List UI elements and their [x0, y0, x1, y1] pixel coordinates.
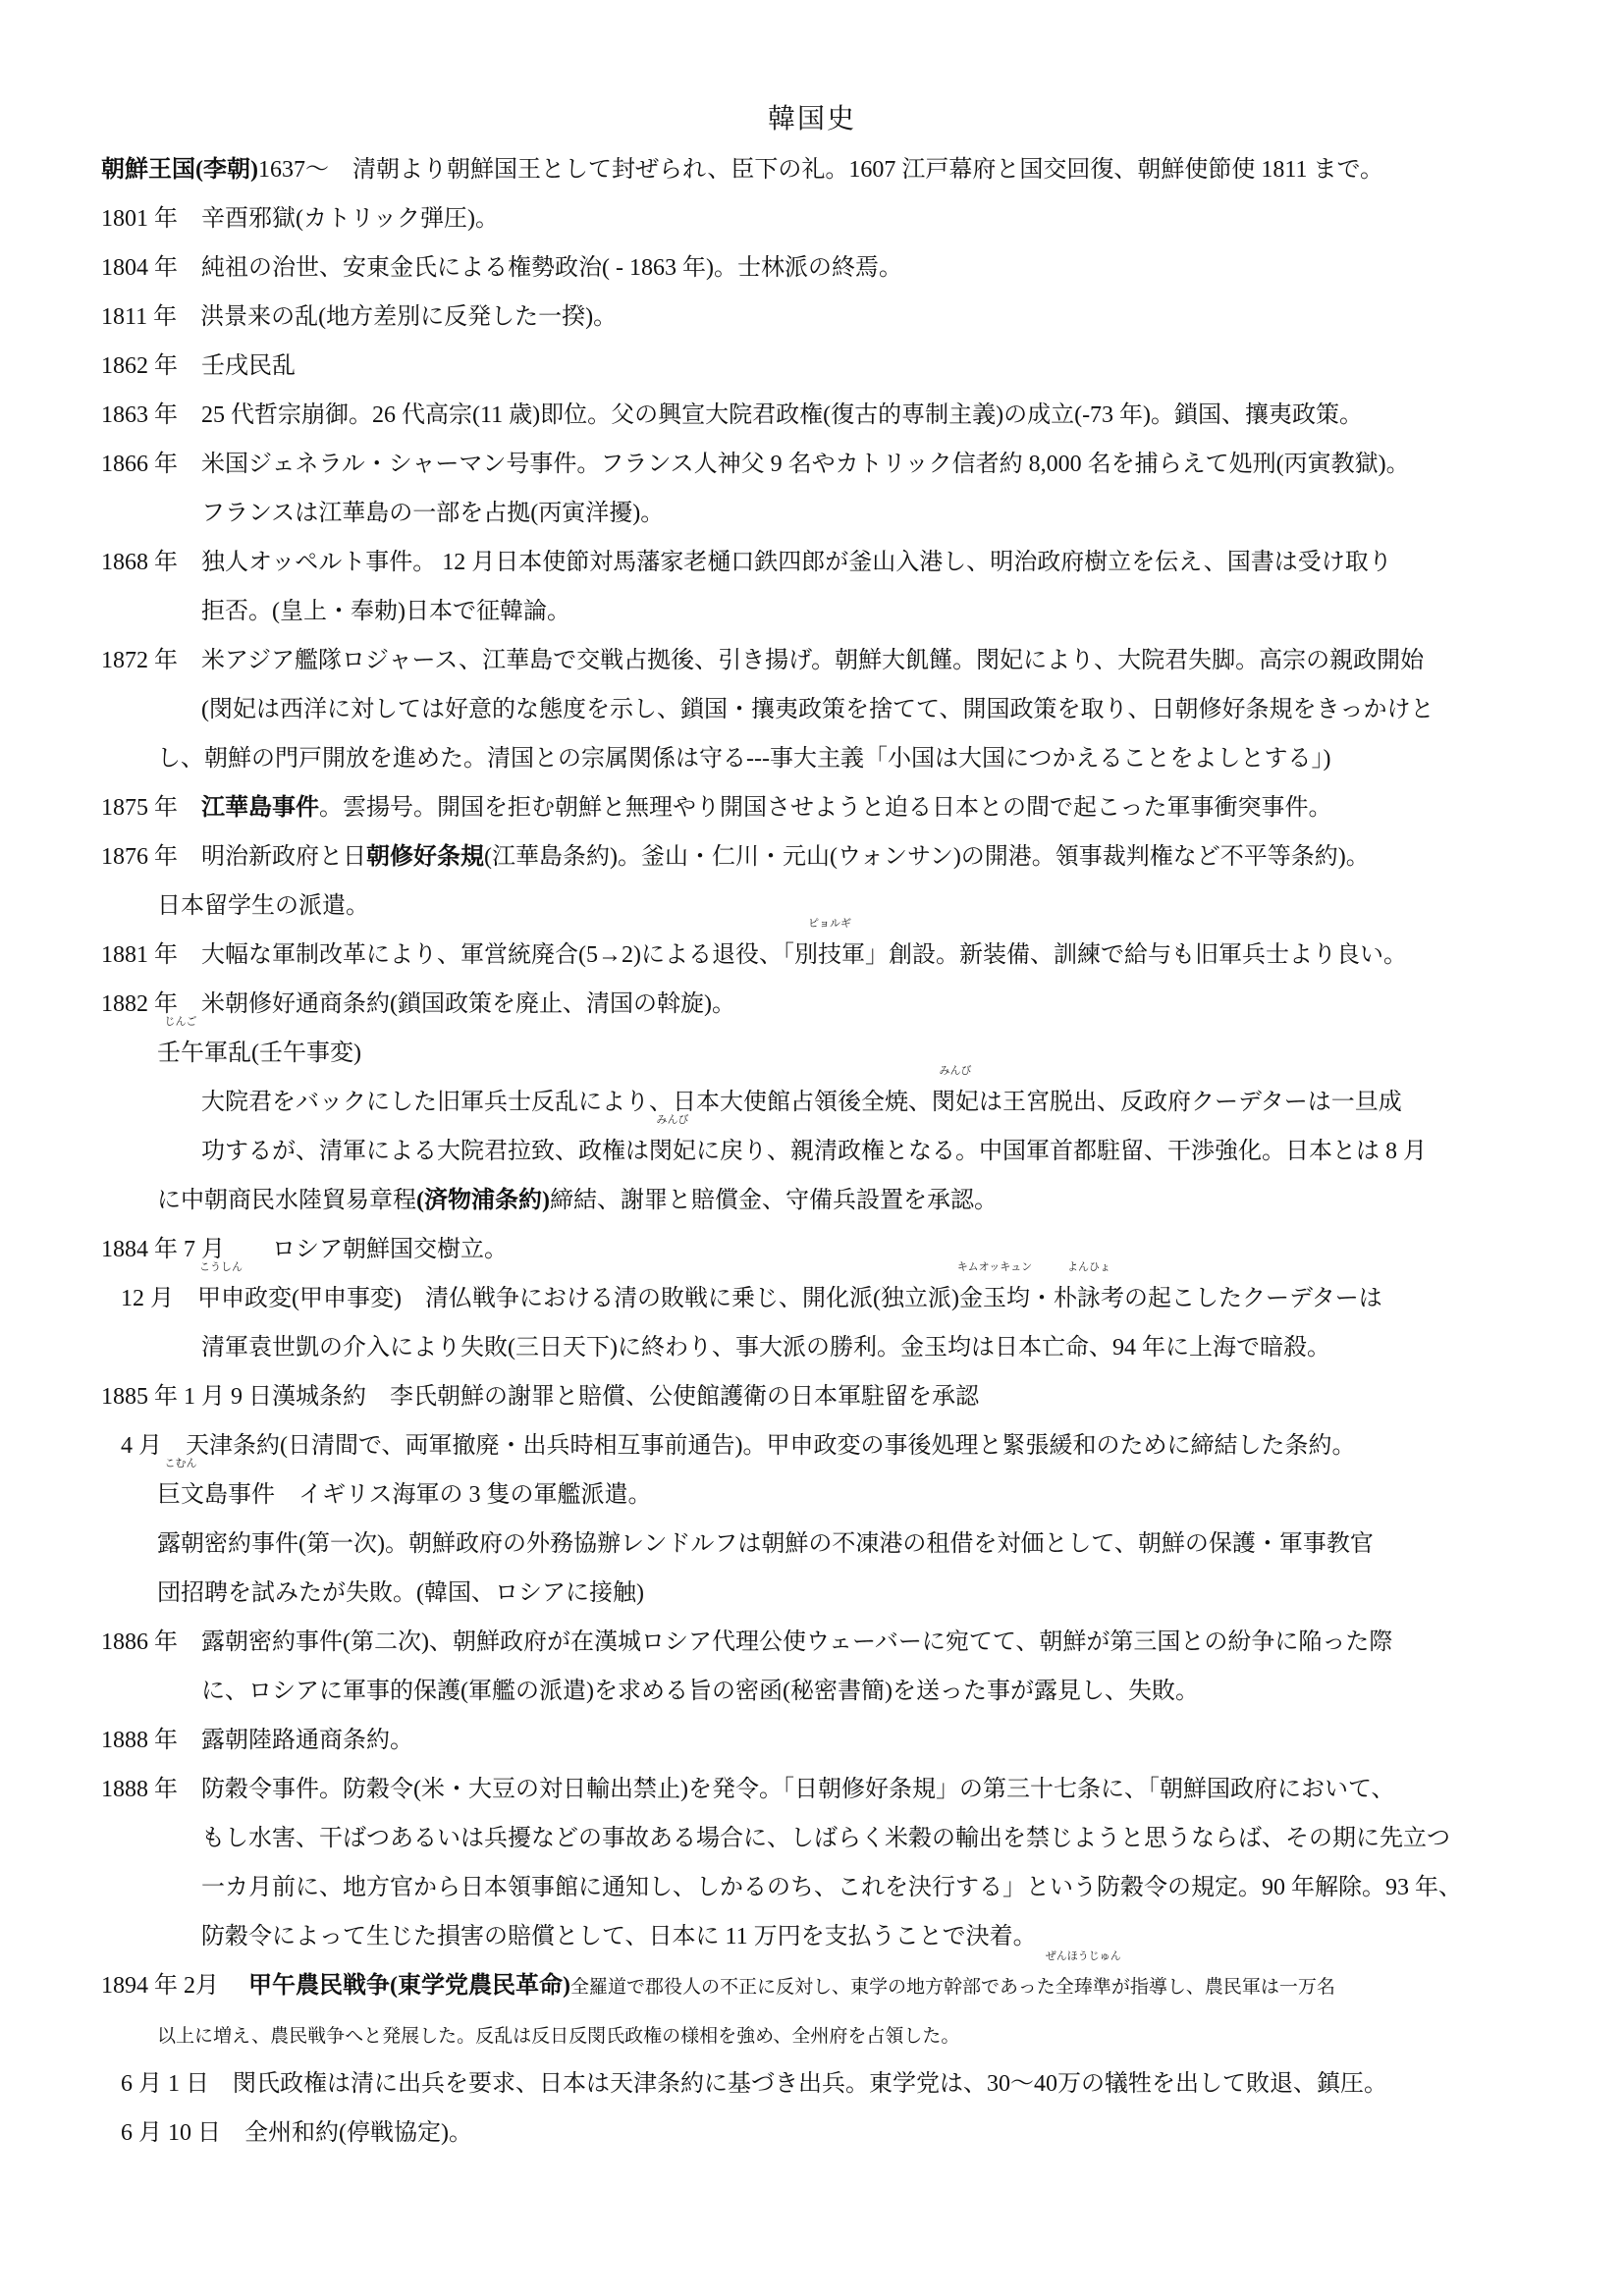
- text-run: の起こしたクーデターは: [1123, 1286, 1382, 1311]
- document-line: [0, 489, 1624, 538]
- text-run: 1862 年 壬戌民乱: [101, 353, 296, 379]
- text-run: 1894 年 2月: [101, 1973, 248, 1999]
- ruby-reading: ぜんほうじゅん: [1045, 1950, 1121, 1962]
- text-run: 露朝密約事件(第一次)。朝鮮政府の外務協辦レンドルフは朝鮮の不凍港の租借を対価として、朝鮮の保護・軍事教官: [157, 1531, 1374, 1557]
- document-line: [0, 1016, 1624, 1078]
- document-line: [0, 243, 1624, 293]
- ruby-reading: こむん: [164, 1458, 197, 1469]
- ruby-annotated-text: ピョルギ 別技軍: [793, 918, 865, 968]
- text-run: 団招聘を試みたが失敗。(韓国、ロシアに接触): [157, 1580, 644, 1606]
- document-line: [0, 1667, 1624, 1716]
- document-line: [0, 1618, 1624, 1667]
- text-run: 拒否。(皇上・奉勅)日本で征韓論。: [201, 599, 570, 624]
- text-run: 締結、謝罪と賠償金、守備兵設置を承認。: [549, 1188, 998, 1213]
- document-line: [0, 1225, 1624, 1274]
- document-line: [0, 1458, 1624, 1520]
- document-line: [0, 1372, 1624, 1421]
- text-run: 1804 年 純祖の治世、安東金氏による権勢政治( - 1863 年)。士林派の終焉。: [101, 255, 902, 281]
- text-run: 1882 年 米朝修好通商条約(鎖国政策を廃止、清国の斡旋)。: [101, 991, 735, 1017]
- text-run: 1888 年 防穀令事件。防穀令(米・大豆の対日輸出禁止)を発令。「日朝修好条規」の第三十七条に、「朝鮮国政府において、: [101, 1777, 1395, 1802]
- document-line: [0, 342, 1624, 391]
- text-run: 以上に増え、農民戦争へと発展した。反乱は反日反閔氏政権の様相を強め、全州府を占領した。: [157, 2026, 960, 2047]
- document-line: [0, 783, 1624, 832]
- document-line: [0, 1765, 1624, 1814]
- document-line: [0, 1323, 1624, 1372]
- ruby-reading: じんご: [164, 1016, 197, 1028]
- document-line: [0, 1569, 1624, 1618]
- document-line: [0, 1176, 1624, 1225]
- text-run: 政変(甲申事変) 清仏戦争における清の敗戦に乗じ、開化派(独立派): [244, 1286, 959, 1311]
- text-run: に、ロシアに軍事的保護(軍艦の派遣)を求める旨の密函(秘密書簡)を送った事が露見し、失敗。: [201, 1679, 1199, 1704]
- text-run: 1872 年 米アジア艦隊ロジャース、江華島で交戦占拠後、引き揚げ。朝鮮大飢饉。閔妃により、大院君失脚。高宗の親政開始: [101, 648, 1425, 673]
- text-run: 」創設。新装備、訓練で給与も旧軍兵士より良い。: [864, 942, 1407, 968]
- bold-text-run: 朝修好条規: [366, 844, 484, 870]
- ruby-reading: ピョルギ: [807, 918, 851, 930]
- document-line: [0, 980, 1624, 1029]
- text-run: 防穀令によって生じた損害の賠償として、日本に 11 万円を支払うことで決着。: [201, 1924, 1037, 1949]
- text-run: 1863 年 25 代哲宗崩御。26 代高宗(11 歳)即位。父の興宣大院君政権(復古的専制主義)の成立(-73 年)。鎖国、攘夷政策。: [101, 402, 1364, 428]
- bold-text-run: 江華島事件: [201, 795, 319, 821]
- text-run: 1886 年 露朝密約事件(第二次)、朝鮮政府が在漢城ロシア代理公使ウェーバーに宛てて、朝鮮が第三国との紛争に陥った際: [101, 1629, 1393, 1655]
- text-run: 日本留学生の派遣。: [157, 893, 369, 919]
- document-line: [0, 1716, 1624, 1765]
- document-line: [0, 1814, 1624, 1863]
- text-run: 1876 年 明治新政府と日: [101, 844, 366, 870]
- text-run: もし水害、干ばつあるいは兵擾などの事故ある場合に、しばらく米穀の輸出を禁じようと思うならば、その期に先立つ: [201, 1826, 1450, 1851]
- text-run: 軍乱(壬午事変): [204, 1041, 361, 1066]
- text-run: 4 月 天津条約(日清間で、両軍撤廃・出兵時相互事前通告)。甲申政変の事後処理と緊張緩和のために締結した条約。: [121, 1433, 1356, 1459]
- text-run: 6 月 10 日 全州和約(停戦協定)。: [121, 2120, 472, 2146]
- ruby-annotated-text: みんび 閔妃: [649, 1114, 696, 1164]
- document-line: [0, 685, 1624, 734]
- document-line: [0, 1114, 1624, 1176]
- text-run: (江華島条約)。釜山・仁川・元山(ウォンサン)の開港。領事裁判権など不平等条約)。: [484, 844, 1370, 870]
- text-run: (閔妃は西洋に対しては好意的な態度を示し、鎖国・攘夷政策を捨てて、開国政策を取り、日朝修好条規をきっかけと: [201, 697, 1435, 722]
- document-line: [0, 1912, 1624, 1961]
- document-line: [0, 293, 1624, 342]
- text-run: 1888 年 露朝陸路通商条約。: [101, 1728, 413, 1753]
- text-run: 1885 年 1 月 9 日漢城条約 李氏朝鮮の謝罪と賠償、公使館護衛の日本軍駐留を承認: [101, 1384, 979, 1410]
- bold-text-run: 朝鮮王国(李朝): [101, 157, 258, 183]
- document-line: [0, 440, 1624, 489]
- ruby-annotated-text: みんび 閔妃: [932, 1065, 979, 1115]
- document-line: [0, 636, 1624, 685]
- document-line: [0, 2010, 1624, 2059]
- text-run: 1811 年 洪景来の乱(地方差別に反発した一揆)。: [101, 304, 618, 330]
- text-run: に戻り、親清政権となる。中国軍首都駐留、干渉強化。日本とは 8 月: [696, 1139, 1427, 1164]
- document-line: [0, 538, 1624, 587]
- document-line: [0, 832, 1624, 881]
- text-run: に中朝商民水陸貿易章程: [157, 1188, 416, 1213]
- text-run: 一カ月前に、地方官から日本領事館に通知し、しかるのち、これを決行する」という防穀令の規定。90 年解除。93 年、: [201, 1875, 1462, 1900]
- text-run: 12 月: [121, 1286, 197, 1311]
- text-run: 1801 年 辛酉邪獄(カトリック弾圧)。: [101, 206, 500, 232]
- document-line: [0, 1863, 1624, 1912]
- ruby-reading: みんび: [939, 1065, 972, 1077]
- ruby-annotated-text: よんひょ 朴詠考: [1053, 1261, 1124, 1311]
- document-line: [0, 145, 1624, 194]
- document-line: [0, 194, 1624, 243]
- document-line: [0, 587, 1624, 636]
- text-run: は王宮脱出、反政府クーデターは一旦成: [979, 1090, 1402, 1115]
- text-run: 1881 年 大幅な軍制改革により、軍営統廃合(5→2)による退役、「: [101, 942, 794, 968]
- document-line: [0, 2059, 1624, 2109]
- ruby-annotated-text: キムオッキュン 金玉均: [956, 1261, 1033, 1311]
- text-run: 1884 年 7 月 ロシア朝鮮国交樹立。: [101, 1237, 508, 1262]
- document-line: [0, 1520, 1624, 1569]
- document-title: 韓国史: [767, 104, 856, 134]
- bold-text-run: (済物浦条約): [416, 1188, 550, 1213]
- text-run: 全羅道で郡役人の不正に反対し、東学の地方幹部であった: [569, 1977, 1056, 1998]
- text-run: 大院君をバックにした旧軍兵士反乱により、日本大使館占領後全焼、: [201, 1090, 932, 1115]
- text-run: が指導し、農民軍は一万名: [1110, 1977, 1335, 1998]
- ruby-annotated-text: こうしん 甲申: [197, 1261, 244, 1311]
- document-line: [0, 2109, 1624, 2158]
- text-run: 1866 年 米国ジェネラル・シャーマン号事件。フランス人神父 9 名やカトリック信者約 8,000 名を捕らえて処刑(丙寅教獄)。: [101, 452, 1410, 477]
- document-line: [0, 391, 1624, 440]
- document-line: [0, 1261, 1624, 1323]
- text-run: 。雲揚号。開国を拒む朝鮮と無理やり開国させようと迫る日本との間で起こった軍事衝突事件。: [319, 795, 1332, 821]
- text-run: ・: [1029, 1286, 1054, 1311]
- text-run: フランスは江華島の一部を占拠(丙寅洋擾)。: [201, 501, 665, 526]
- text-run: 1875 年: [101, 795, 201, 821]
- ruby-reading: みんび: [656, 1114, 689, 1126]
- document-line: [0, 1950, 1624, 2010]
- ruby-annotated-text: じんご 壬午: [157, 1016, 204, 1066]
- ruby-annotated-text: こむん 巨文: [157, 1458, 204, 1508]
- ruby-reading: よんひょ: [1066, 1261, 1110, 1273]
- document-line: [0, 1065, 1624, 1127]
- document-line: [0, 734, 1624, 783]
- document-line: [0, 1421, 1624, 1470]
- text-run: 1637～ 清朝より朝鮮国王として封ぜられ、臣下の礼。1607 江戸幕府と国交回復、朝鮮使節使 1811 まで。: [257, 157, 1384, 183]
- text-run: 6 月 1 日 閔氏政権は清に出兵を要求、日本は天津条約に基づき出兵。東学党は、30～40万の犠牲を出して敗退、鎮圧。: [121, 2071, 1387, 2097]
- document-line: [0, 918, 1624, 980]
- ruby-reading: キムオッキュン: [956, 1261, 1033, 1273]
- document-body: [0, 145, 1624, 2158]
- text-run: 島事件 イギリス海軍の 3 隻の軍艦派遣。: [204, 1482, 652, 1508]
- bold-text-run: 甲午農民戦争(東学党農民革命): [248, 1973, 570, 1999]
- text-run: し、朝鮮の門戸開放を進めた。清国との宗属関係は守る---事大主義「小国は大国につかえることをよしとする」): [157, 746, 1331, 772]
- text-run: 清軍袁世凱の介入により失敗(三日天下)に終わり、事大派の勝利。金玉均は日本亡命、94 年に上海で暗殺。: [201, 1335, 1330, 1361]
- ruby-reading: こうしん: [199, 1261, 243, 1273]
- text-run: 1868 年 独人オッペルト事件。 12 月日本使節対馬藩家老樋口鉄四郎が釜山入港し、明治政府樹立を伝え、国書は受け取り: [101, 550, 1392, 575]
- text-run: 功するが、清軍による大院君拉致、政権は: [201, 1139, 649, 1164]
- ruby-annotated-text: ぜんほうじゅん 全琫準: [1045, 1950, 1121, 1998]
